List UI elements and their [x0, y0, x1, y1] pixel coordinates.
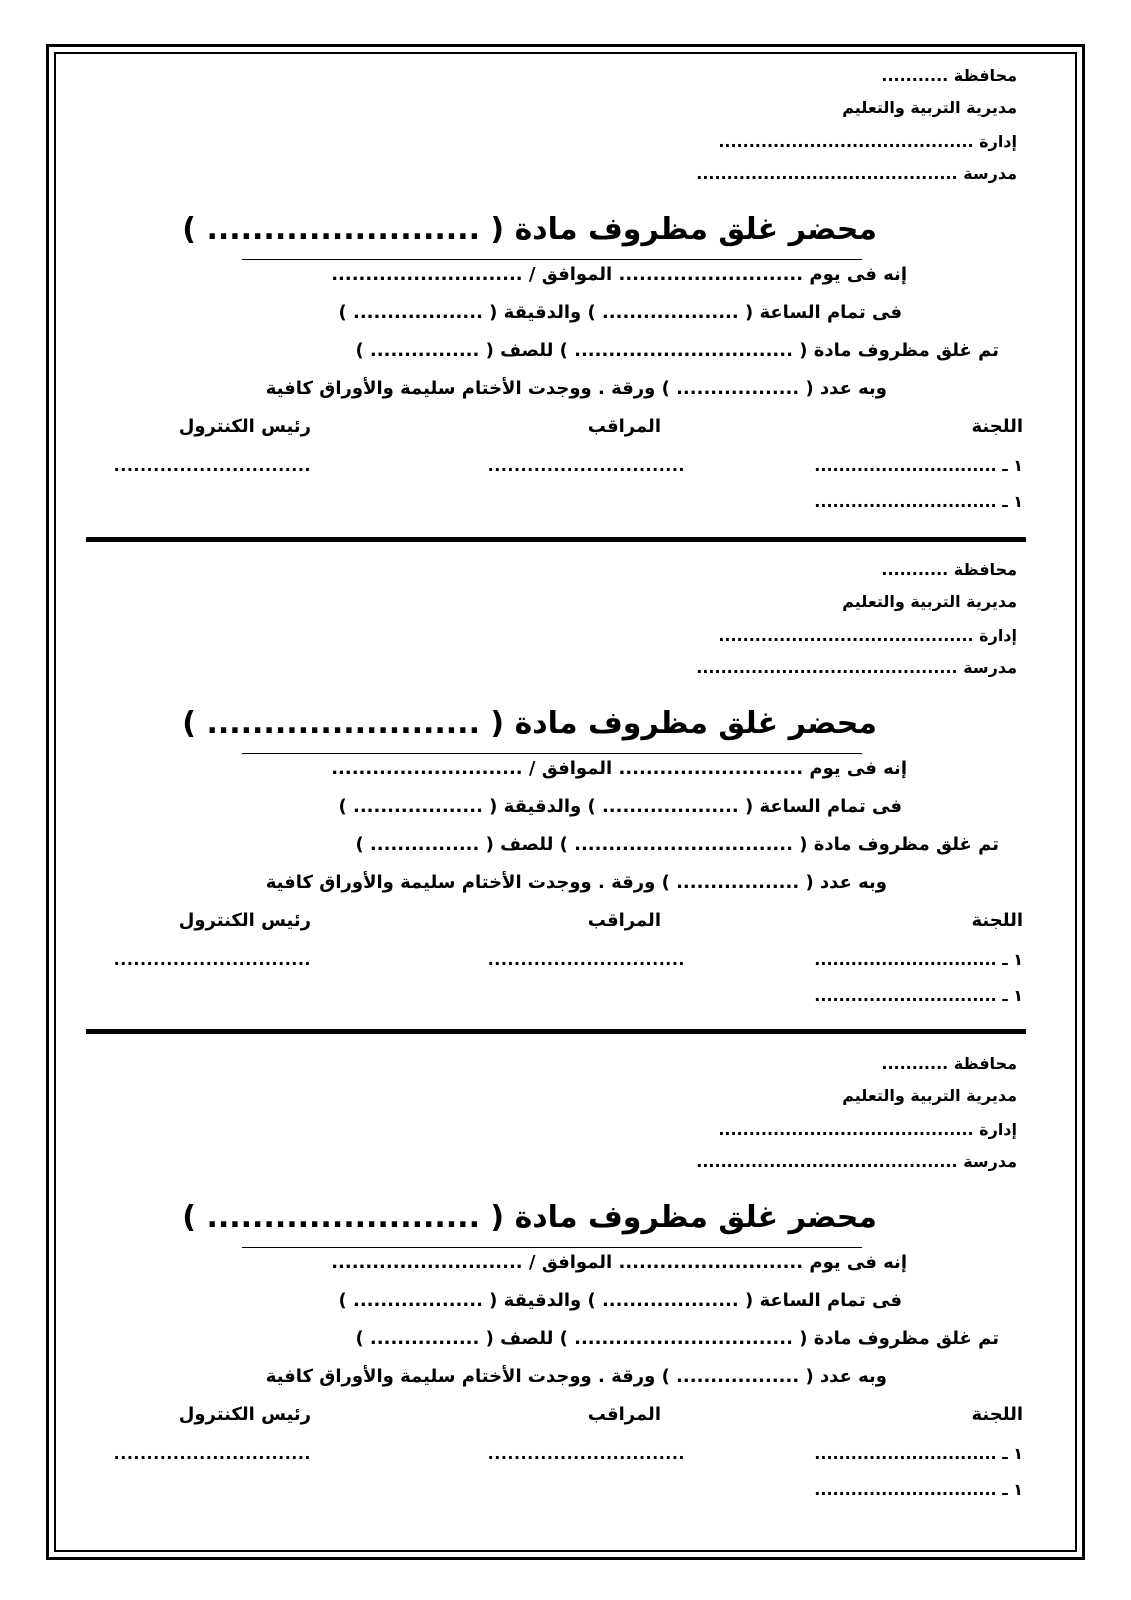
- governorate-label: محافظة ...........: [881, 66, 1017, 85]
- school-label: مدرسة ...........................................: [696, 1152, 1017, 1171]
- title-underline: [242, 259, 862, 260]
- title-underline: [242, 753, 862, 754]
- title-underline: [242, 1247, 862, 1248]
- time-line: فى تمام الساعة ( .................... ) والدقيقة ( ................... ): [338, 302, 902, 323]
- subject-grade-line: تم غلق مظروف مادة ( ................................ ) للصف ( ................ ): [355, 834, 999, 855]
- committee-line-1: ١ ـ ..............................: [814, 456, 1023, 475]
- proctor-signature-line: ..............................: [487, 1444, 685, 1463]
- school-label: مدرسة ...........................................: [696, 164, 1017, 183]
- control-head-signature-line: ..............................: [113, 1444, 311, 1463]
- section-divider-2: [86, 1029, 1026, 1034]
- committee-line-2: ١ ـ ..............................: [814, 1480, 1023, 1499]
- form-title: محضر غلق مظروف مادة ( ........................ ): [182, 706, 877, 741]
- committee-label: اللجنة: [971, 910, 1023, 931]
- subject-grade-line: تم غلق مظروف مادة ( ................................ ) للصف ( ................ ): [355, 340, 999, 361]
- governorate-label: محافظة ...........: [881, 560, 1017, 579]
- proctor-signature-line: ..............................: [487, 456, 685, 475]
- control-head-label: رئيس الكنترول: [178, 910, 311, 931]
- section-divider-1: [86, 537, 1026, 542]
- proctor-label: المراقب: [587, 416, 661, 437]
- directorate-label: مديرية التربية والتعليم: [842, 98, 1017, 117]
- committee-line-1: ١ ـ ..............................: [814, 950, 1023, 969]
- time-line: فى تمام الساعة ( .................... ) والدقيقة ( ................... ): [338, 1290, 902, 1311]
- control-head-signature-line: ..............................: [113, 950, 311, 969]
- form-title: محضر غلق مظروف مادة ( ........................ ): [182, 1200, 877, 1235]
- proctor-label: المراقب: [587, 910, 661, 931]
- time-line: فى تمام الساعة ( .................... ) والدقيقة ( ................... ): [338, 796, 902, 817]
- sheet-count-line: وبه عدد ( .................. ) ورقة . ووجدت الأختام سليمة والأوراق كافية: [265, 1366, 887, 1387]
- committee-line-1: ١ ـ ..............................: [814, 1444, 1023, 1463]
- proctor-label: المراقب: [587, 1404, 661, 1425]
- sheet-count-line: وبه عدد ( .................. ) ورقة . ووجدت الأختام سليمة والأوراق كافية: [265, 872, 887, 893]
- committee-label: اللجنة: [971, 1404, 1023, 1425]
- directorate-label: مديرية التربية والتعليم: [842, 592, 1017, 611]
- day-date-line: إنه فى يوم ........................... الموافق / ............................: [331, 1252, 907, 1273]
- day-date-line: إنه فى يوم ........................... الموافق / ............................: [331, 758, 907, 779]
- administration-label: إدارة ..........................................: [718, 132, 1017, 151]
- control-head-label: رئيس الكنترول: [178, 1404, 311, 1425]
- proctor-signature-line: ..............................: [487, 950, 685, 969]
- control-head-signature-line: ..............................: [113, 456, 311, 475]
- committee-label: اللجنة: [971, 416, 1023, 437]
- form-title: محضر غلق مظروف مادة ( ........................ ): [182, 212, 877, 247]
- governorate-label: محافظة ...........: [881, 1054, 1017, 1073]
- committee-line-2: ١ ـ ..............................: [814, 986, 1023, 1005]
- day-date-line: إنه فى يوم ........................... الموافق / ............................: [331, 264, 907, 285]
- control-head-label: رئيس الكنترول: [178, 416, 311, 437]
- subject-grade-line: تم غلق مظروف مادة ( ................................ ) للصف ( ................ ): [355, 1328, 999, 1349]
- committee-line-2: ١ ـ ..............................: [814, 492, 1023, 511]
- form-section-2: [54, 546, 1077, 1036]
- school-label: مدرسة ...........................................: [696, 658, 1017, 677]
- directorate-label: مديرية التربية والتعليم: [842, 1086, 1017, 1105]
- sheet-count-line: وبه عدد ( .................. ) ورقة . ووجدت الأختام سليمة والأوراق كافية: [265, 378, 887, 399]
- administration-label: إدارة ..........................................: [718, 626, 1017, 645]
- form-section-3: [54, 1040, 1077, 1530]
- form-section-1: [54, 52, 1077, 542]
- administration-label: إدارة ..........................................: [718, 1120, 1017, 1139]
